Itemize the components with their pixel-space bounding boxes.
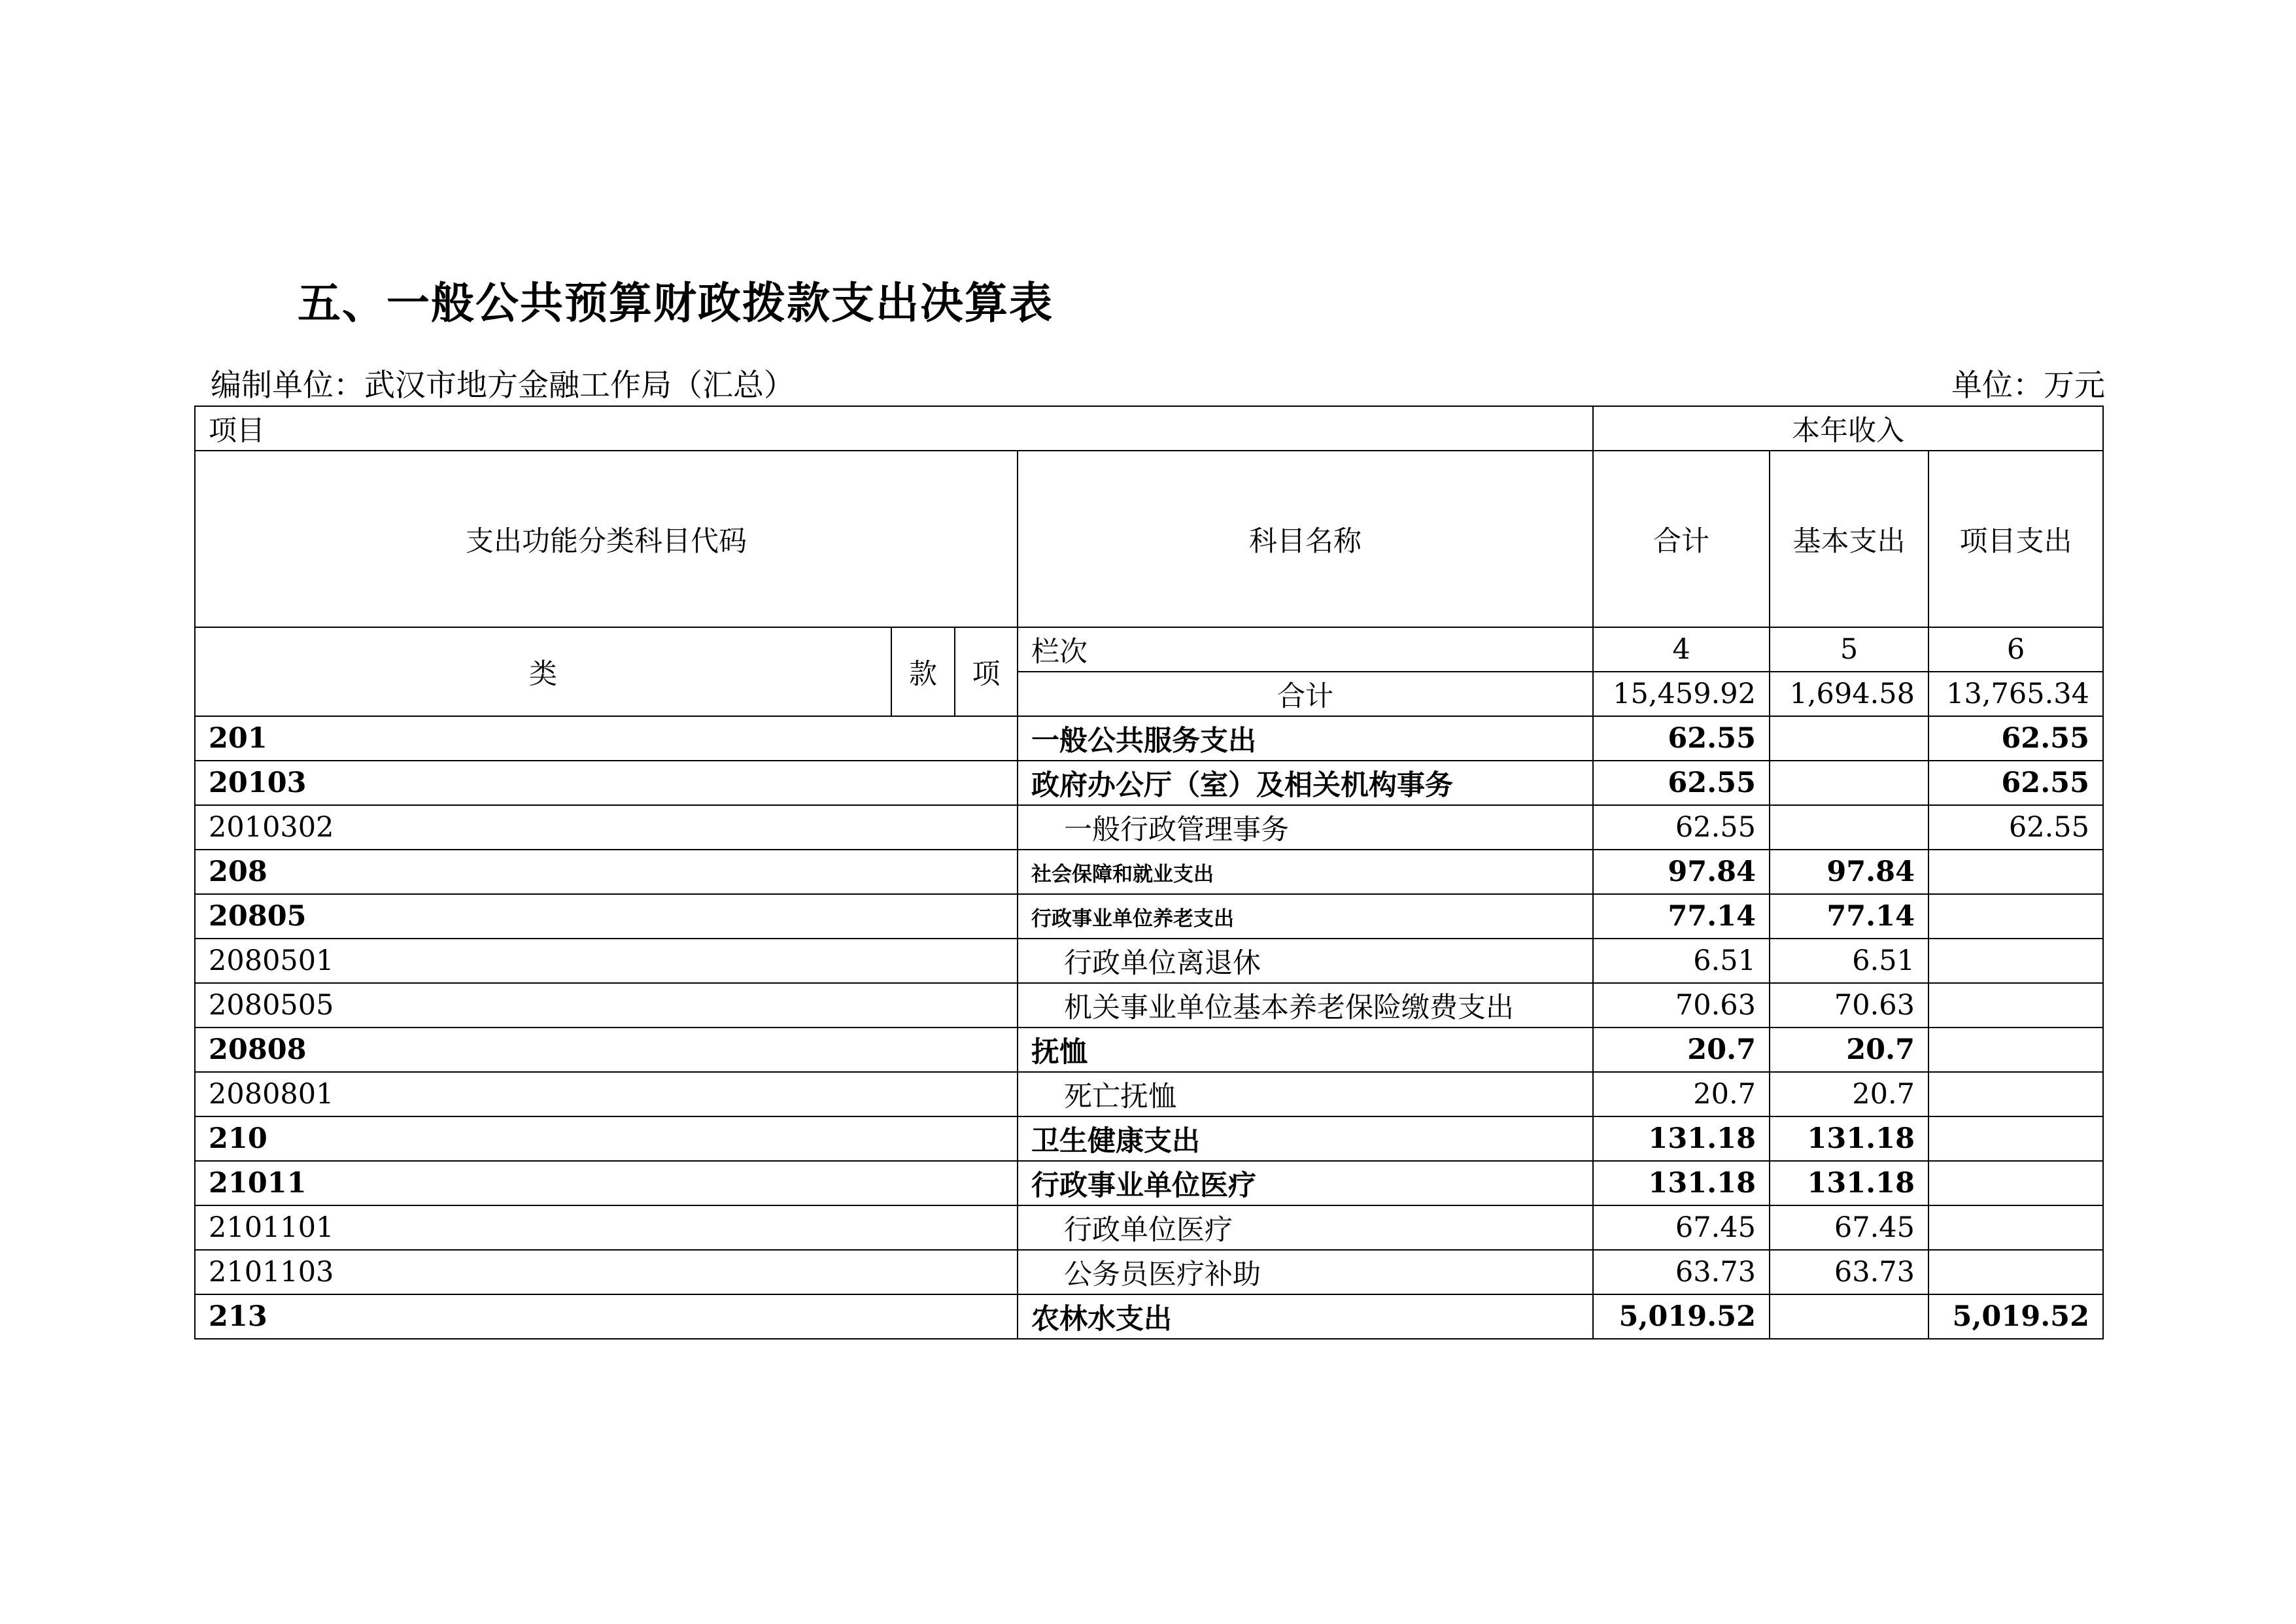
table-row <box>195 894 2103 939</box>
table-row <box>195 939 2103 983</box>
table-row <box>195 1161 2103 1205</box>
row-total: 20.7 <box>1593 1072 1770 1116</box>
row-proj: 5,019.52 <box>1928 1294 2103 1339</box>
row-proj <box>1928 1072 2103 1116</box>
row-name: 行政事业单位养老支出 <box>1018 894 1593 939</box>
header-income: 本年收入 <box>1593 406 2103 451</box>
row-code: 20805 <box>195 894 1018 939</box>
table-row <box>195 761 2103 805</box>
header-basic: 基本支出 <box>1770 451 1928 627</box>
header-col4: 4 <box>1593 627 1770 672</box>
row-proj <box>1928 850 2103 894</box>
row-basic: 20.7 <box>1770 1028 1928 1072</box>
row-proj <box>1928 894 2103 939</box>
table-row <box>195 1028 2103 1072</box>
budget-table <box>194 406 2104 1339</box>
row-total: 63.73 <box>1593 1250 1770 1294</box>
row-total: 5,019.52 <box>1593 1294 1770 1339</box>
row-proj <box>1928 1116 2103 1161</box>
row-code: 2101101 <box>195 1205 1018 1250</box>
row-total: 131.18 <box>1593 1116 1770 1161</box>
row-name: 农林水支出 <box>1018 1294 1593 1339</box>
row-code: 2101103 <box>195 1250 1018 1294</box>
row-basic: 97.84 <box>1770 850 1928 894</box>
row-proj: 62.55 <box>1928 761 2103 805</box>
sum-basic: 1,694.58 <box>1770 672 1928 716</box>
compiling-unit: 编制单位：武汉市地方金融工作局（汇总） <box>211 368 795 404</box>
row-code: 2080505 <box>195 983 1018 1028</box>
row-proj <box>1928 1205 2103 1250</box>
row-basic: 131.18 <box>1770 1161 1928 1205</box>
row-total: 62.55 <box>1593 716 1770 761</box>
row-code: 208 <box>195 850 1018 894</box>
header-row-3 <box>195 627 2103 672</box>
row-proj: 62.55 <box>1928 805 2103 850</box>
table-row <box>195 1250 2103 1294</box>
header-proj: 项目支出 <box>1928 451 2103 627</box>
row-code: 20808 <box>195 1028 1018 1072</box>
table-row <box>195 1116 2103 1161</box>
header-col6: 6 <box>1928 627 2103 672</box>
row-basic <box>1770 716 1928 761</box>
row-basic: 131.18 <box>1770 1116 1928 1161</box>
row-name: 死亡抚恤 <box>1018 1072 1593 1116</box>
header-code: 支出功能分类科目代码 <box>195 451 1018 627</box>
row-code: 2080501 <box>195 939 1018 983</box>
sum-proj: 13,765.34 <box>1928 672 2103 716</box>
table-row <box>195 850 2103 894</box>
row-basic: 6.51 <box>1770 939 1928 983</box>
row-code: 2010302 <box>195 805 1018 850</box>
header-row-1 <box>195 406 2103 451</box>
row-total: 77.14 <box>1593 894 1770 939</box>
row-name: 一般行政管理事务 <box>1018 805 1593 850</box>
currency-unit: 单位：万元 <box>1951 368 2105 404</box>
table-row <box>195 1294 2103 1339</box>
table-row <box>195 983 2103 1028</box>
row-proj: 62.55 <box>1928 716 2103 761</box>
header-col5: 5 <box>1770 627 1928 672</box>
row-code: 201 <box>195 716 1018 761</box>
sum-label: 合计 <box>1018 672 1593 716</box>
row-basic <box>1770 761 1928 805</box>
row-basic <box>1770 805 1928 850</box>
row-total: 97.84 <box>1593 850 1770 894</box>
row-proj <box>1928 1028 2103 1072</box>
row-basic: 63.73 <box>1770 1250 1928 1294</box>
row-basic: 70.63 <box>1770 983 1928 1028</box>
row-basic <box>1770 1294 1928 1339</box>
header-lei: 类 <box>195 627 891 716</box>
row-name: 行政单位医疗 <box>1018 1205 1593 1250</box>
header-xiang: 项 <box>955 627 1018 716</box>
header-row-2 <box>195 451 2103 627</box>
row-total: 131.18 <box>1593 1161 1770 1205</box>
row-code: 21011 <box>195 1161 1018 1205</box>
row-code: 2080801 <box>195 1072 1018 1116</box>
row-basic: 67.45 <box>1770 1205 1928 1250</box>
page-title: 五、一般公共预算财政拨款支出决算表 <box>298 278 1054 328</box>
row-name: 机关事业单位基本养老保险缴费支出 <box>1018 983 1593 1028</box>
row-basic: 20.7 <box>1770 1072 1928 1116</box>
row-proj <box>1928 1161 2103 1205</box>
header-total: 合计 <box>1593 451 1770 627</box>
row-basic: 77.14 <box>1770 894 1928 939</box>
row-proj <box>1928 939 2103 983</box>
row-total: 62.55 <box>1593 761 1770 805</box>
row-name: 社会保障和就业支出 <box>1018 850 1593 894</box>
row-name: 抚恤 <box>1018 1028 1593 1072</box>
header-kuan: 款 <box>891 627 955 716</box>
row-total: 67.45 <box>1593 1205 1770 1250</box>
row-name: 行政事业单位医疗 <box>1018 1161 1593 1205</box>
row-proj <box>1928 1250 2103 1294</box>
row-total: 20.7 <box>1593 1028 1770 1072</box>
sum-total: 15,459.92 <box>1593 672 1770 716</box>
table-row <box>195 1072 2103 1116</box>
row-name: 卫生健康支出 <box>1018 1116 1593 1161</box>
table-row <box>195 1205 2103 1250</box>
row-code: 213 <box>195 1294 1018 1339</box>
row-name: 公务员医疗补助 <box>1018 1250 1593 1294</box>
header-name: 科目名称 <box>1018 451 1593 627</box>
row-name: 政府办公厅（室）及相关机构事务 <box>1018 761 1593 805</box>
header-lanci: 栏次 <box>1018 627 1593 672</box>
row-code: 20103 <box>195 761 1018 805</box>
table-row <box>195 716 2103 761</box>
row-total: 70.63 <box>1593 983 1770 1028</box>
row-proj <box>1928 983 2103 1028</box>
table-row <box>195 805 2103 850</box>
row-name: 行政单位离退休 <box>1018 939 1593 983</box>
row-name: 一般公共服务支出 <box>1018 716 1593 761</box>
row-total: 6.51 <box>1593 939 1770 983</box>
row-code: 210 <box>195 1116 1018 1161</box>
row-total: 62.55 <box>1593 805 1770 850</box>
header-project: 项目 <box>195 406 1593 451</box>
